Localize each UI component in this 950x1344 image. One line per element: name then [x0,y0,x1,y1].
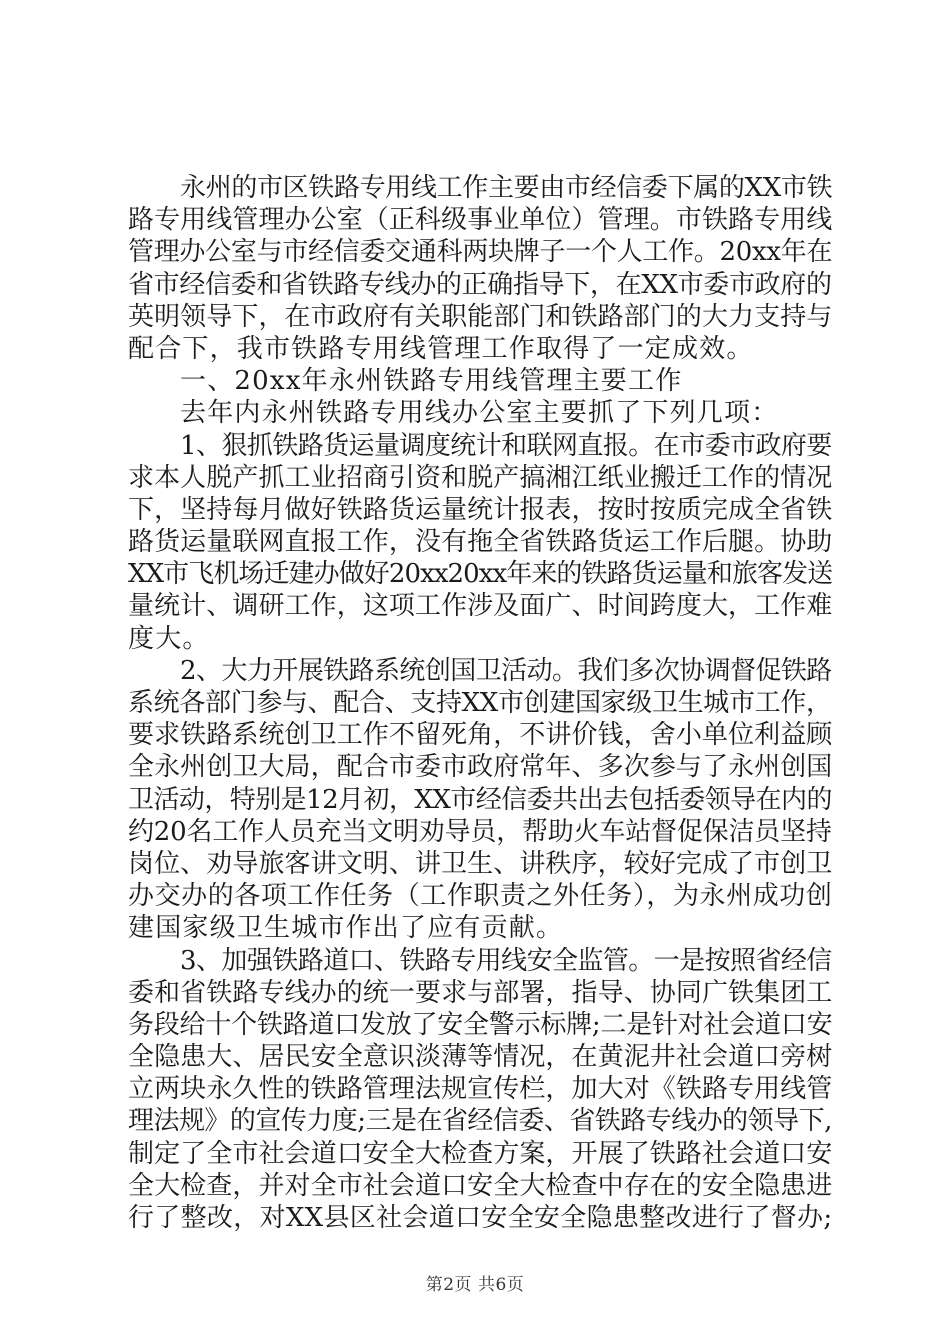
text-line: 全隐患大、居民安全意识淡薄等情况，在黄泥井社会道口旁树 [128,1042,833,1073]
text-line: 全永州创卫大局，配合市委市政府常年、多次参与了永州创国 [128,752,833,783]
document-body [128,172,832,1234]
text-line: 1、狠抓铁路货运量调度统计和联网直报。在市委市政府要 [180,430,832,461]
text-line: 委和省铁路专线办的统一要求与部署，指导、协同广铁集团工 [128,977,833,1008]
text-line: 行了整改，对XX县区社会道口安全安全隐患整改进行了督办; [128,1203,833,1233]
text-line: 去年内永州铁路专用线办公室主要抓了下列几项： [180,398,779,429]
text-line: 管理办公室与市经信委交通科两块牌子一个人工作。20xx年在 [128,237,833,268]
text-line: 度大。 [128,623,210,654]
text-line: 岗位、劝导旅客讲文明、讲卫生、讲秩序，较好完成了市创卫 [128,848,833,879]
text-line: 全大检查，并对全市社会道口安全大检查中存在的安全隐患进 [128,1170,833,1201]
text-line: 路专用线管理办公室（正科级事业单位）管理。市铁路专用线 [128,205,833,236]
text-line: 理法规》的宣传力度;三是在省经信委、省铁路专线办的领导下, [128,1106,832,1137]
text-line: 要求铁路系统创卫工作不留死角，不讲价钱，舍小单位利益顾 [128,720,833,751]
text-line: 下，坚持每月做好铁路货运量统计报表，按时按质完成全省铁 [128,494,833,525]
text-line: 路货运量联网直报工作，没有拖全省铁路货运工作后腿。协助 [128,527,833,558]
text-line: 办交办的各项工作任务（工作职责之外任务），为永州成功创 [128,881,833,912]
text-line: 约20名工作人员充当文明劝导员，帮助火车站督促保洁员坚持 [128,816,832,847]
text-line: 一、20xx年永州铁路专用线管理主要工作 [180,366,683,397]
text-line: 配合下，我市铁路专用线管理工作取得了一定成效。 [128,333,754,364]
text-line: 量统计、调研工作，这项工作涉及面广、时间跨度大，工作难 [128,591,833,622]
text-line: 立两块永久性的铁路管理法规宣传栏，加大对《铁路专用线管 [128,1074,833,1105]
text-line: XX市飞机场迁建办做好20xx20xx年来的铁路货运量和旅客发送 [128,559,833,590]
text-line: 英明领导下，在市政府有关职能部门和铁路部门的大力支持与 [128,301,833,332]
text-line: 永州的市区铁路专用线工作主要由市经信委下属的XX市铁 [180,173,833,203]
text-line: 省市经信委和省铁路专线办的正确指导下，在XX市委市政府的 [128,269,832,300]
text-line: 2、大力开展铁路系统创国卫活动。我们多次协调督促铁路 [180,655,832,686]
text-line: 务段给十个铁路道口发放了安全警示标牌;二是针对社会道口安 [128,1009,833,1040]
text-line: 建国家级卫生城市作出了应有贡献。 [128,913,564,944]
text-line: 3、加强铁路道口、铁路专用线安全监管。一是按照省经信 [180,945,832,976]
text-line: 求本人脱产抓工业招商引资和脱产搞湘江纸业搬迁工作的情况 [128,462,833,493]
text-line: 卫活动，特别是12月初，XX市经信委共出去包括委领导在内的 [128,784,832,815]
text-line: 系统各部门参与、配合、支持XX市创建国家级卫生城市工作， [128,688,832,718]
text-line: 制定了全市社会道口安全大检查方案，开展了铁路社会道口安 [128,1138,833,1169]
page-footer: 第2页 共6页 [425,1275,525,1295]
